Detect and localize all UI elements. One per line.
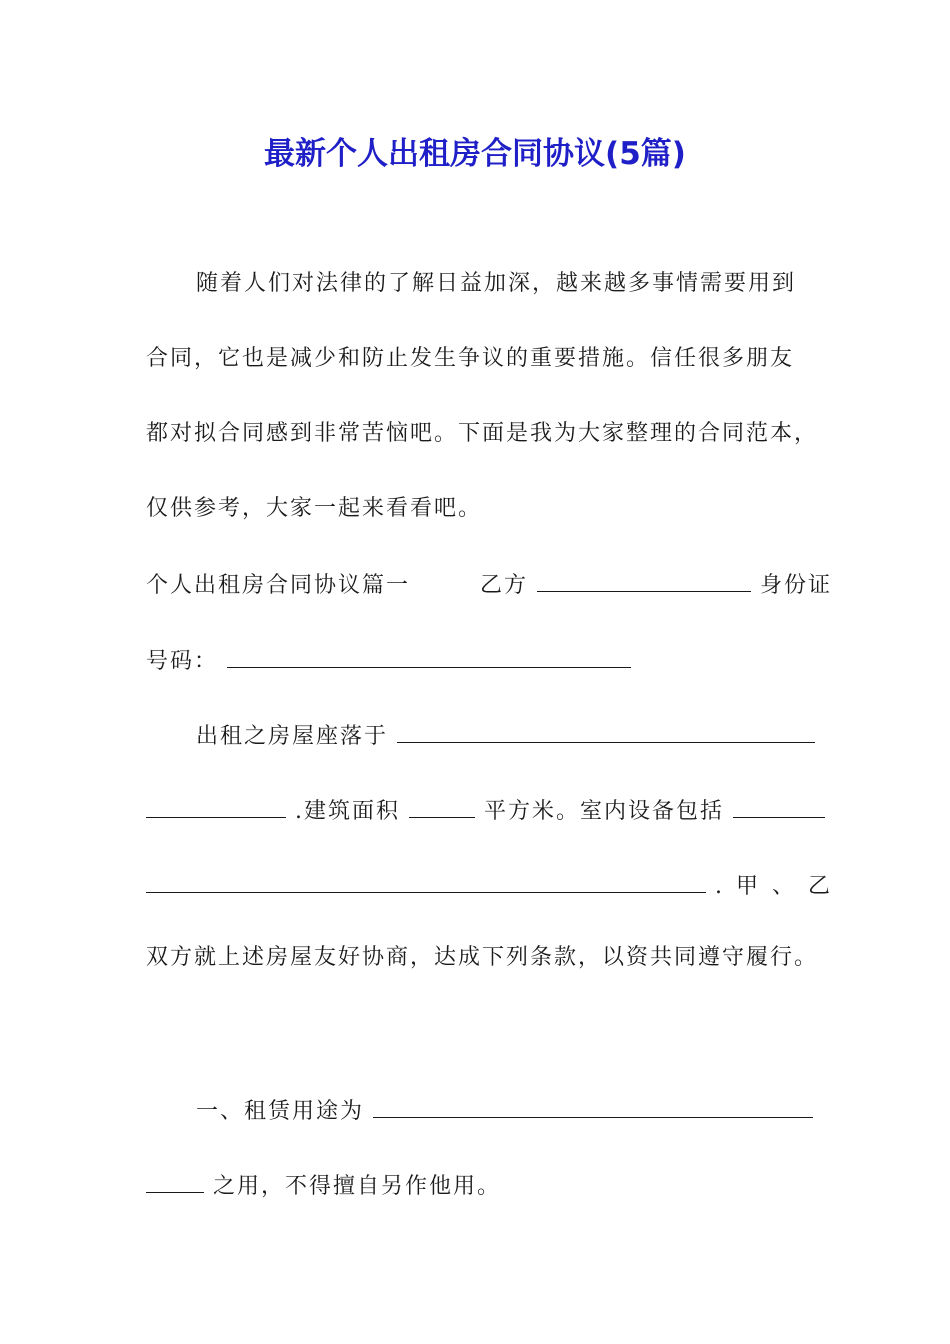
area-line: [146, 793, 806, 828]
id-number-label: 号码：: [146, 649, 219, 674]
intro-paragraph-line-1: [146, 268, 806, 300]
id-number-blank[interactable]: [227, 643, 631, 668]
clause-1-line: [146, 1093, 806, 1128]
intro-paragraph-line-4: [146, 493, 806, 525]
intro-text-4: 仅供参考，大家一起来看看吧。: [146, 496, 483, 521]
id-label: 身份证: [760, 573, 833, 598]
intro-paragraph-line-2: [146, 343, 806, 375]
agreement-text: 双方就上述房屋友好协商，达成下列条款，以资共同遵守履行。: [146, 945, 819, 970]
area-unit: 平方米。室内设备包括: [484, 799, 725, 824]
clause-1-suffix: 之用，不得擅自另作他用。: [213, 1174, 502, 1199]
intro-text-2: 合同，它也是减少和防止发生争议的重要措施。信任很多朋友: [146, 346, 795, 371]
clause-1-label: 一、租赁用途为: [196, 1099, 365, 1124]
section-heading: 个人出租房合同协议篇一: [146, 573, 411, 598]
purpose-blank-cont[interactable]: [146, 1168, 204, 1193]
document-title: 最新个人出租房合同协议(5篇): [264, 136, 686, 172]
location-label: 出租之房屋座落于: [196, 724, 389, 749]
area-blank[interactable]: [409, 793, 475, 818]
clause-1-cont-line: [146, 1168, 806, 1203]
equipment-blank-cont[interactable]: [146, 868, 706, 893]
intro-text-3: 都对拟合同感到非常苦恼吧。下面是我为大家整理的合同范本，: [146, 421, 819, 446]
equipment-blank[interactable]: [733, 793, 825, 818]
intro-paragraph-line-3: [146, 418, 819, 450]
party-b-label: 乙方: [480, 573, 529, 598]
id-number-line: [146, 643, 806, 678]
purpose-blank[interactable]: [373, 1093, 813, 1118]
intro-text-1: 随着人们对法律的了解日益加深，越来越多事情需要用到: [196, 271, 797, 296]
section-heading-line: [146, 567, 833, 602]
location-blank[interactable]: [397, 718, 815, 743]
equipment-line: [146, 868, 844, 903]
location-blank-cont[interactable]: [146, 793, 286, 818]
agreement-line: [146, 942, 819, 974]
location-line: [146, 718, 806, 753]
party-b-blank[interactable]: [537, 567, 751, 592]
area-label: .建筑面积: [295, 799, 400, 824]
parties-text: .甲、乙: [715, 874, 844, 899]
